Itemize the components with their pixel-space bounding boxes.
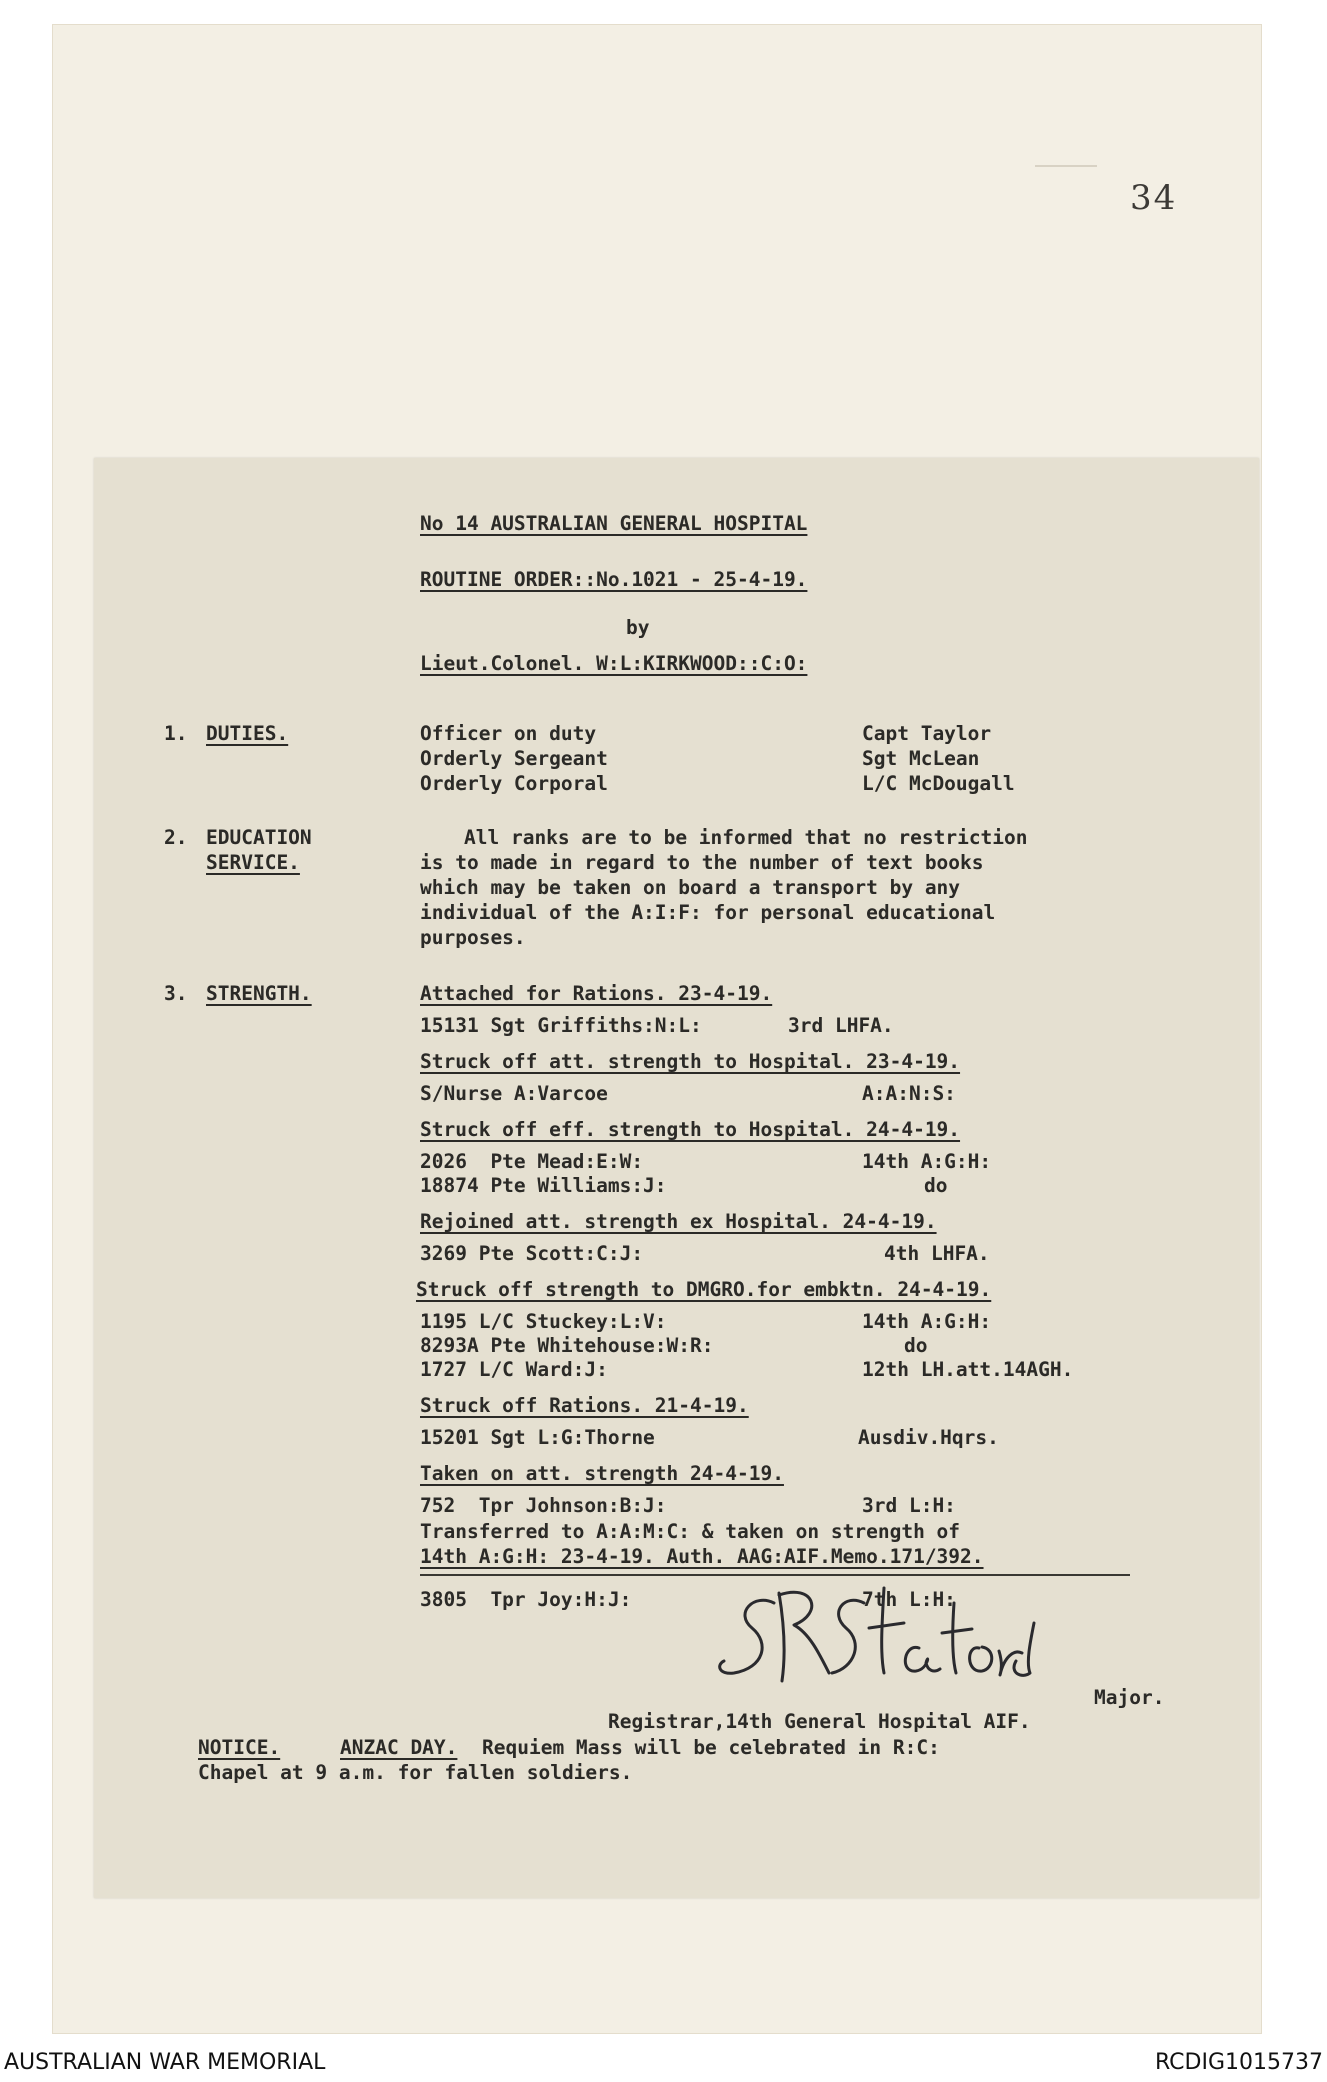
education-heading-1: EDUCATION: [206, 826, 312, 849]
education-text: which may be taken on board a transport by any: [420, 876, 961, 899]
unit-title: No 14 AUSTRALIAN GENERAL HOSPITAL: [420, 512, 808, 535]
ghost-mark: [1035, 165, 1097, 175]
strength-entry-unit: Ausdiv.Hqrs.: [858, 1426, 999, 1449]
strength-entry-name: S/Nurse A:Varcoe: [420, 1082, 608, 1105]
strength-section-title: Struck off att. strength to Hospital. 23-4-19.: [420, 1050, 961, 1073]
strength-entry-name: 8293A Pte Whitehouse:W:R:: [420, 1334, 714, 1357]
strength-heading: STRENGTH.: [206, 982, 312, 1005]
education-text: is to made in regard to the number of text books: [420, 851, 984, 874]
strength-section-title: Taken on att. strength 24-4-19.: [420, 1462, 784, 1485]
transfer-authority: 14th A:G:H: 23-4-19. Auth. AAG:AIF.Memo.171/392.: [420, 1545, 984, 1568]
duty-role: Orderly Sergeant: [420, 747, 608, 770]
education-number: 2.: [164, 826, 188, 849]
strength-section-title: Struck off Rations. 21-4-19.: [420, 1394, 749, 1417]
notice-label: NOTICE.: [198, 1736, 281, 1759]
strength-entry-name: 15201 Sgt L:G:Thorne: [420, 1426, 655, 1449]
archive-reference: RCDIG1015737: [1154, 2050, 1323, 2075]
strength-entry-unit: 14th A:G:H:: [862, 1150, 992, 1173]
page-number: 34: [1130, 178, 1178, 218]
archive-source: AUSTRALIAN WAR MEMORIAL: [4, 2050, 326, 2075]
education-text: All ranks are to be informed that no restriction: [464, 826, 1028, 849]
strength-section-title: Struck off eff. strength to Hospital. 24-4-19.: [420, 1118, 961, 1141]
strength-entry-unit: 3rd L:H:: [862, 1494, 956, 1517]
by-line: by: [626, 616, 650, 639]
strength-entry-name: 2026 Pte Mead:E:W:: [420, 1150, 644, 1173]
duties-heading: DUTIES.: [206, 722, 289, 745]
strength-section-title: Struck off strength to DMGRO.for embktn. 24-4-19.: [416, 1278, 992, 1301]
signatory-title: Registrar,14th General Hospital AIF.: [608, 1710, 1031, 1733]
duty-name: Capt Taylor: [862, 722, 992, 745]
strength-entry-name: 1727 L/C Ward:J:: [420, 1358, 608, 1381]
strength-entry-name: 3269 Pte Scott:C:J:: [420, 1242, 644, 1265]
notice-text: Requiem Mass will be celebrated in R:C:: [482, 1736, 940, 1759]
signatory-rank: Major.: [1094, 1686, 1165, 1709]
strength-number: 3.: [164, 982, 188, 1005]
strength-entry-unit: 14th A:G:H:: [862, 1310, 992, 1333]
transfer-line: Transferred to A:A:M:C: & taken on strength of: [420, 1520, 961, 1543]
strength-entry-name: 1195 L/C Stuckey:L:V:: [420, 1310, 667, 1333]
strength-entry-unit: A:A:N:S:: [862, 1082, 956, 1105]
education-text: purposes.: [420, 926, 526, 949]
notice-subject: ANZAC DAY.: [340, 1736, 458, 1759]
strength-entry-unit: 7th L:H:: [862, 1588, 956, 1611]
notice-text: Chapel at 9 a.m. for fallen soldiers.: [198, 1761, 633, 1784]
order-title: ROUTINE ORDER::No.1021 - 25-4-19.: [420, 568, 808, 591]
strength-entry-unit: do: [924, 1174, 948, 1197]
education-text: individual of the A:I:F: for personal educational: [420, 901, 996, 924]
strength-section-title: Attached for Rations. 23-4-19.: [420, 982, 773, 1005]
education-heading-2: SERVICE.: [206, 851, 300, 874]
duty-role: Officer on duty: [420, 722, 597, 745]
duties-number: 1.: [164, 722, 188, 745]
strength-entry-unit: do: [904, 1334, 928, 1357]
strength-entry-name: 752 Tpr Johnson:B:J:: [420, 1494, 667, 1517]
strength-section-title: Rejoined att. strength ex Hospital. 24-4-19.: [420, 1210, 937, 1233]
strength-entry-name: 18874 Pte Williams:J:: [420, 1174, 667, 1197]
routine-order-sheet: [94, 458, 1259, 1898]
strength-entry-name: 15131 Sgt Griffiths:N:L:: [420, 1014, 702, 1037]
strength-entry-unit: 4th LHFA.: [884, 1242, 990, 1265]
commanding-officer: Lieut.Colonel. W:L:KIRKWOOD::C:O:: [420, 652, 808, 675]
strength-entry-unit: 3rd LHFA.: [788, 1014, 894, 1037]
strength-entry-unit: 12th LH.att.14AGH.: [862, 1358, 1074, 1381]
duty-role: Orderly Corporal: [420, 772, 608, 795]
duty-name: Sgt McLean: [862, 747, 980, 770]
duty-name: L/C McDougall: [862, 772, 1015, 795]
handwritten-signature: [704, 1573, 1044, 1693]
strength-entry-name: 3805 Tpr Joy:H:J:: [420, 1588, 632, 1611]
